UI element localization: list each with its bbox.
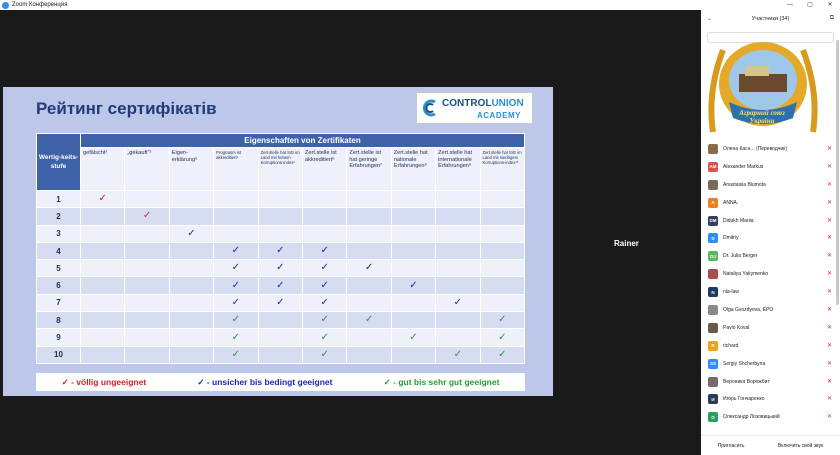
- empty-cell: [436, 191, 480, 208]
- checkmark-icon: ✓: [214, 242, 258, 259]
- empty-cell: [480, 208, 524, 225]
- participant-name: Олександр Лозовицький: [723, 414, 780, 421]
- mic-muted-icon[interactable]: ✕: [826, 199, 832, 206]
- empty-cell: [214, 208, 258, 225]
- legend-blue: ✓ - unsicher bis bedingt geeignet: [197, 376, 333, 387]
- checkmark-icon: ✓: [480, 312, 524, 329]
- table-row: [37, 242, 525, 259]
- maximize-button[interactable]: ▢: [807, 2, 813, 8]
- empty-cell: [125, 260, 169, 277]
- checkmark-icon: ✓: [302, 312, 346, 329]
- level-cell: 9: [37, 329, 81, 346]
- empty-cell: [169, 260, 213, 277]
- checkmark-icon: ✓: [125, 208, 169, 225]
- empty-cell: [436, 277, 480, 294]
- empty-cell: [347, 294, 391, 311]
- mic-muted-icon[interactable]: ✕: [826, 342, 832, 349]
- participants-panel: [701, 10, 840, 455]
- empty-cell: [347, 277, 391, 294]
- empty-cell: [258, 329, 302, 346]
- avatar: [708, 144, 718, 154]
- participant-row[interactable]: [701, 176, 840, 194]
- column-header: Zert.stelle ist akkreditiert⁶: [302, 148, 346, 191]
- checkmark-icon: ✓: [258, 294, 302, 311]
- empty-cell: [436, 242, 480, 259]
- column-header: gefälscht¹: [81, 148, 125, 191]
- column-headers-row: [37, 148, 525, 191]
- empty-cell: [480, 225, 524, 242]
- checkmark-icon: ✓: [258, 260, 302, 277]
- participant-row[interactable]: [701, 283, 840, 301]
- checkmark-icon: ✓: [391, 329, 435, 346]
- empty-cell: [480, 294, 524, 311]
- participant-name: richard: [723, 342, 739, 349]
- level-cell: 5: [37, 260, 81, 277]
- checkmark-icon: ✓: [302, 277, 346, 294]
- unmute-self-button[interactable]: Включить свой звук: [777, 442, 824, 449]
- participant-row[interactable]: [701, 158, 840, 176]
- empty-cell: [169, 191, 213, 208]
- avatar: N: [708, 287, 718, 297]
- avatar: [708, 180, 718, 190]
- table-row: [37, 277, 525, 294]
- control-union-logo-icon: [422, 99, 438, 117]
- table-row: [37, 208, 525, 225]
- participant-name: Olga Gvozdyova, EPO: [723, 306, 774, 313]
- checkmark-icon: ✓: [169, 225, 213, 242]
- mic-muted-icon[interactable]: ✕: [826, 181, 832, 188]
- empty-cell: [125, 312, 169, 329]
- empty-cell: [480, 260, 524, 277]
- checkmark-icon: ✓: [302, 260, 346, 277]
- level-cell: 6: [37, 277, 81, 294]
- column-header: Zert.stelle ist hat geringe Erfahrungen⁷: [347, 148, 391, 191]
- empty-cell: [81, 242, 125, 259]
- invite-button[interactable]: Пригласить: [717, 442, 745, 449]
- participant-row[interactable]: [701, 373, 840, 391]
- empty-cell: [436, 225, 480, 242]
- video-stage: [0, 10, 700, 455]
- empty-cell: [436, 260, 480, 277]
- participants-list: [701, 140, 840, 426]
- mic-muted-icon[interactable]: ✕: [826, 235, 832, 242]
- empty-cell: [302, 208, 346, 225]
- empty-cell: [391, 294, 435, 311]
- mic-muted-icon[interactable]: ✕: [826, 271, 832, 278]
- empty-cell: [81, 346, 125, 363]
- checkmark-icon: ✓: [81, 191, 125, 208]
- table-row: [37, 312, 525, 329]
- participants-scrollbar[interactable]: [836, 40, 839, 305]
- empty-cell: [480, 277, 524, 294]
- slide-legend: [36, 373, 525, 391]
- popout-icon[interactable]: ⧉: [829, 15, 834, 21]
- checkmark-icon: ✓: [214, 346, 258, 363]
- empty-cell: [480, 242, 524, 259]
- participant-name: Вероника Ворожбит: [723, 378, 770, 385]
- empty-cell: [125, 191, 169, 208]
- avatar: DM: [708, 216, 718, 226]
- logo-text-academy: ACADEMY: [477, 111, 521, 120]
- mic-muted-icon[interactable]: ✕: [826, 163, 832, 170]
- participant-row[interactable]: [701, 140, 840, 158]
- empty-cell: [391, 346, 435, 363]
- table-row: [37, 294, 525, 311]
- empty-cell: [81, 208, 125, 225]
- checkmark-icon: ✓: [214, 312, 258, 329]
- participant-name: Didukh Mariia: [723, 217, 754, 224]
- checkmark-icon: ✓: [436, 294, 480, 311]
- window-controls: [780, 0, 840, 10]
- close-button[interactable]: ✕: [827, 2, 833, 8]
- slide-title: Рейтинг сертифікатів: [36, 99, 217, 118]
- participant-row[interactable]: [701, 355, 840, 373]
- mic-muted-icon[interactable]: ✕: [826, 414, 832, 421]
- level-cell: 3: [37, 225, 81, 242]
- empty-cell: [169, 346, 213, 363]
- mic-muted-icon[interactable]: ✕: [826, 253, 832, 260]
- avatar: DJ: [708, 251, 718, 261]
- table-row: [37, 329, 525, 346]
- empty-cell: [391, 260, 435, 277]
- mic-muted-icon[interactable]: ✕: [826, 289, 832, 296]
- participant-row[interactable]: [701, 194, 840, 212]
- empty-cell: [391, 225, 435, 242]
- participant-row[interactable]: [701, 408, 840, 426]
- avatar: D: [708, 233, 718, 243]
- empty-cell: [81, 294, 125, 311]
- empty-cell: [302, 191, 346, 208]
- checkmark-icon: ✓: [347, 312, 391, 329]
- checkmark-icon: ✓: [436, 346, 480, 363]
- empty-cell: [436, 329, 480, 346]
- level-cell: 10: [37, 346, 81, 363]
- participant-row[interactable]: [701, 212, 840, 230]
- empty-cell: [125, 277, 169, 294]
- participants-footer: [701, 435, 840, 455]
- empty-cell: [347, 191, 391, 208]
- participant-row[interactable]: [701, 319, 840, 337]
- empty-cell: [391, 312, 435, 329]
- empty-cell: [347, 208, 391, 225]
- empty-cell: [347, 242, 391, 259]
- participant-name: Игорь Гончаренко: [723, 396, 765, 403]
- empty-cell: [258, 225, 302, 242]
- avatar: [708, 323, 718, 333]
- level-cell: 7: [37, 294, 81, 311]
- mic-muted-icon[interactable]: ✕: [826, 146, 832, 152]
- level-cell: 1: [37, 191, 81, 208]
- window-title: Zoom Конференция: [12, 2, 68, 8]
- column-header: Eigen-erklärung³: [169, 148, 213, 191]
- avatar: О: [708, 412, 718, 422]
- empty-cell: [81, 260, 125, 277]
- checkmark-icon: ✓: [258, 242, 302, 259]
- logo-text-union: UNION: [491, 98, 524, 109]
- level-cell: 8: [37, 312, 81, 329]
- empty-cell: [125, 329, 169, 346]
- empty-cell: [391, 242, 435, 259]
- zoom-logo-icon: [2, 2, 9, 9]
- participant-name: Pavlo Koval: [723, 324, 750, 331]
- participant-name: ANNA.: [723, 199, 739, 206]
- avatar: SS: [708, 359, 718, 369]
- empty-cell: [125, 242, 169, 259]
- empty-cell: [169, 242, 213, 259]
- participant-name: Alexander Markus: [723, 163, 764, 170]
- participant-name: Sergiy Shcherbyna: [723, 360, 766, 367]
- empty-cell: [169, 277, 213, 294]
- column-header: Zert.stelle hat internationale Erfahrungen⁹: [436, 148, 480, 191]
- participants-title: Участники (34): [751, 16, 790, 22]
- participant-row[interactable]: [701, 390, 840, 408]
- empty-cell: [169, 329, 213, 346]
- empty-cell: [81, 312, 125, 329]
- empty-cell: [391, 208, 435, 225]
- avatar: R: [708, 341, 718, 351]
- checkmark-icon: ✓: [302, 242, 346, 259]
- empty-cell: [436, 312, 480, 329]
- mic-muted-icon[interactable]: ✕: [826, 307, 832, 314]
- minimize-button[interactable]: —: [787, 2, 793, 8]
- participant-row[interactable]: [701, 229, 840, 247]
- control-union-logo: [416, 92, 533, 124]
- logo-text-control: CONTROL: [442, 98, 492, 109]
- participant-row[interactable]: [701, 265, 840, 283]
- column-header: Programm ist akkreditiert⁴: [214, 148, 258, 191]
- legend-green: ✓ - gut bis sehr gut geeignet: [383, 376, 500, 387]
- table-row: [37, 191, 525, 208]
- participant-name: nla-law: [723, 289, 739, 296]
- avatar: [708, 377, 718, 387]
- checkmark-icon: ✓: [302, 294, 346, 311]
- avatar: [708, 305, 718, 315]
- certificate-rating-table: [36, 133, 525, 364]
- empty-cell: [258, 208, 302, 225]
- checkmark-icon: ✓: [214, 260, 258, 277]
- mic-muted-icon[interactable]: ✕: [826, 396, 832, 403]
- collapse-chevron-icon[interactable]: ⌄: [707, 16, 713, 22]
- level-header: Wertig-keits-stufe: [37, 134, 81, 191]
- participant-name: Dmitriy: [723, 235, 739, 242]
- participant-row[interactable]: [701, 247, 840, 265]
- empty-cell: [214, 225, 258, 242]
- group-header: Eigenschaften von Zertifikaten: [81, 134, 525, 148]
- mic-muted-icon[interactable]: ✕: [826, 324, 832, 331]
- empty-cell: [391, 191, 435, 208]
- table-body: [37, 191, 525, 364]
- participant-row[interactable]: [701, 337, 840, 355]
- empty-cell: [258, 346, 302, 363]
- empty-cell: [347, 329, 391, 346]
- empty-cell: [169, 294, 213, 311]
- participant-name: Dr. Julia Berger: [723, 253, 758, 260]
- table-row: [37, 346, 525, 363]
- checkmark-icon: ✓: [391, 277, 435, 294]
- participant-name: Anastasiia Blumota: [723, 181, 766, 188]
- empty-cell: [81, 277, 125, 294]
- table-row: [37, 260, 525, 277]
- empty-cell: [169, 312, 213, 329]
- participant-name: Nataliya Yakymenko: [723, 271, 769, 278]
- column-header: Zert.stelle hat Sitz im Land mit niedrigem Korruptions-index¹⁰: [480, 148, 524, 191]
- checkmark-icon: ✓: [214, 329, 258, 346]
- empty-cell: [258, 191, 302, 208]
- shared-slide: [3, 87, 553, 396]
- empty-cell: [214, 191, 258, 208]
- empty-cell: [258, 312, 302, 329]
- empty-cell: [480, 191, 524, 208]
- level-cell: 4: [37, 242, 81, 259]
- participant-name: Олена Касн... (Переводчик): [723, 145, 788, 152]
- window-titlebar: [0, 0, 840, 10]
- checkmark-icon: ✓: [302, 346, 346, 363]
- speaker-name-label: Rainer: [614, 239, 639, 248]
- avatar: A: [708, 198, 718, 208]
- level-cell: 2: [37, 208, 81, 225]
- empty-cell: [347, 225, 391, 242]
- mic-muted-icon[interactable]: ✕: [826, 378, 832, 385]
- checkmark-icon: ✓: [302, 329, 346, 346]
- empty-cell: [125, 294, 169, 311]
- legend-red: ✓ - völlig ungeeignet: [61, 376, 147, 387]
- empty-cell: [169, 208, 213, 225]
- checkmark-icon: ✓: [214, 277, 258, 294]
- empty-cell: [125, 346, 169, 363]
- column-header: „gekauft“²: [125, 148, 169, 191]
- empty-cell: [302, 225, 346, 242]
- column-header: Zert.stelle hat nationale Erfahrungen⁸: [391, 148, 435, 191]
- column-header: Zert.stelle hat Sitz im Land mit hohem Korruptions-index⁵: [258, 148, 302, 191]
- table-row: [37, 225, 525, 242]
- empty-cell: [347, 346, 391, 363]
- mic-muted-icon[interactable]: ✕: [826, 217, 832, 224]
- checkmark-icon: ✓: [347, 260, 391, 277]
- empty-cell: [125, 225, 169, 242]
- avatar: AM: [708, 162, 718, 172]
- mic-muted-icon[interactable]: ✕: [826, 360, 832, 367]
- checkmark-icon: ✓: [258, 277, 302, 294]
- checkmark-icon: ✓: [214, 294, 258, 311]
- empty-cell: [81, 225, 125, 242]
- avatar: [708, 269, 718, 279]
- empty-cell: [81, 329, 125, 346]
- checkmark-icon: ✓: [480, 346, 524, 363]
- empty-cell: [436, 208, 480, 225]
- checkmark-icon: ✓: [480, 329, 524, 346]
- participant-row[interactable]: [701, 301, 840, 319]
- avatar: И: [708, 394, 718, 404]
- emblem-caption: Аграрний союз України: [739, 109, 785, 125]
